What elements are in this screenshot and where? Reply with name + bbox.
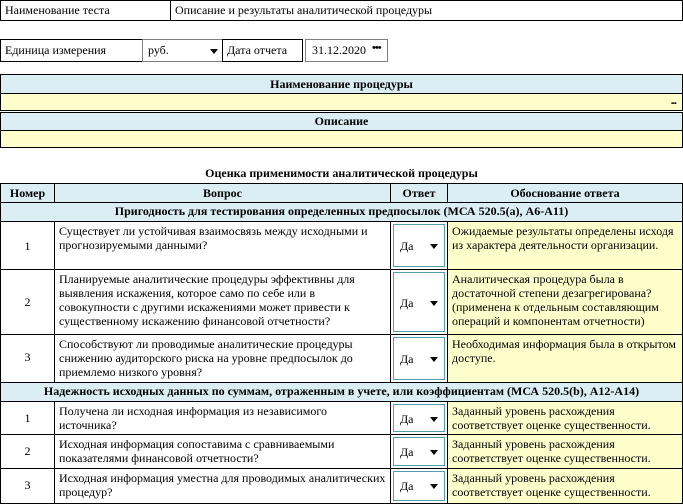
col-answer: Ответ [390,183,448,203]
ellipsis-icon: ... [670,95,676,107]
chevron-down-icon [430,484,438,489]
chevron-down-icon [210,49,218,54]
unit-select[interactable] [142,39,223,62]
answer-select[interactable] [393,272,445,332]
row-question: Получена ли исходная информация из независимого источника? [54,401,391,435]
answer-cell [390,221,448,270]
procedure-desc-header: Описание [0,112,683,131]
row-reason[interactable]: Ожидаемые результаты определены исходя из характера деятельности организации. [447,221,683,270]
report-date-picker[interactable] [305,39,388,62]
row-question: Исходная информация уместна для проводимых аналитических процедур? [54,468,391,504]
row-question: Существует ли устойчивая взаимосвязь между исходными и прогнозируемыми данными? [54,221,391,270]
test-name-value[interactable]: Описание и результаты аналитической процедуры [170,0,683,21]
row-number: 3 [0,334,55,383]
col-reason: Обоснование ответа [447,183,683,203]
row-reason[interactable]: Заданный уровень расхождения соответствует оценке существенности. [447,468,683,504]
answer-select[interactable] [393,337,445,380]
answer-cell [390,468,448,504]
assessment-title: Оценка применимости аналитической процедуры [205,166,478,180]
row-question: Исходная информация сопоставима с сравниваемыми показателями финансовой отчетности? [54,434,391,469]
answer-select[interactable] [393,471,445,501]
answer-value: Да [400,239,414,253]
section-title: Надежность исходных данных по суммам, отраженным в учете, или коэффициентам (МСА 520.5(b), A12-A14) [0,382,683,402]
chevron-down-icon [430,417,438,422]
row-question: Способствуют ли проводимые аналитические процедуры снижению аудиторского риска на уровне предпосылок до приемлемо низкого уровня? [54,334,391,383]
chevron-down-icon [430,357,438,362]
row-number: 1 [0,221,55,270]
row-number: 1 [0,401,55,435]
answer-value: Да [400,445,414,459]
col-question: Вопрос [54,183,391,203]
row-reason[interactable]: Необходимая информация была в открытом доступе. [447,334,683,383]
unit-value: руб. [148,43,169,57]
procedure-name-input[interactable] [0,93,683,111]
chevron-down-icon [430,450,438,455]
answer-cell [390,434,448,469]
answer-value: Да [400,412,414,426]
chevron-down-icon [430,244,438,249]
procedure-desc-input[interactable] [0,130,683,148]
answer-select[interactable] [393,437,445,466]
ellipsis-icon: ••• [372,42,381,54]
answer-select[interactable] [393,224,445,267]
answer-cell [390,334,448,383]
col-number: Номер [0,183,55,203]
row-number: 2 [0,269,55,335]
answer-value: Да [400,352,414,366]
answer-select[interactable] [393,404,445,432]
report-date-value: 31.12.2020 [312,43,366,57]
chevron-down-icon [430,301,438,306]
row-reason[interactable]: Аналитическая процедура была в достаточной степени дезагрегирована? (применена к отдельным составляющим операций и компонентам отчетности) [447,269,683,335]
answer-cell [390,269,448,335]
row-reason[interactable]: Заданный уровень расхождения соответствует оценке существенности. [447,434,683,469]
answer-cell [390,401,448,435]
procedure-name-header: Наименование процедуры [0,74,683,94]
unit-label: Единица измерения [0,39,143,62]
section-title: Пригодность для тестирования определенных предпосылок (МСА 520.5(a), A6-A11) [0,202,683,222]
row-number: 3 [0,468,55,504]
test-name-label: Наименование теста [0,0,171,21]
report-date-label: Дата отчета [222,39,303,62]
row-number: 2 [0,434,55,469]
answer-value: Да [400,479,414,493]
answer-value: Да [400,296,414,310]
row-question: Планируемые аналитические процедуры эффективны для выявления искажения, которое само по себе или в совокупности с другими искажениями может привести к существенному искажению финансовой отчетности? [54,269,391,335]
row-reason[interactable]: Заданный уровень расхождения соответствует оценке существенности. [447,401,683,435]
